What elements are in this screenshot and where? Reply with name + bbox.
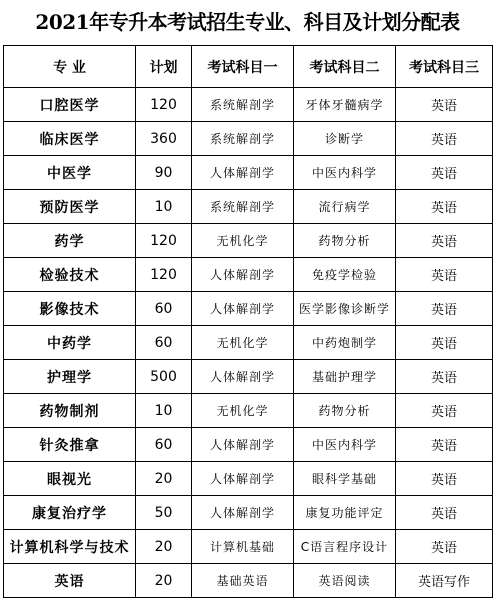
major-cell: 检验技术 bbox=[4, 258, 136, 292]
table-row bbox=[4, 326, 493, 360]
table-row bbox=[4, 428, 493, 462]
subject-2-cell: 药物分析 bbox=[294, 394, 396, 428]
major-cell: 口腔医学 bbox=[4, 88, 136, 122]
subject-3-cell: 英语 bbox=[396, 292, 493, 326]
table-row bbox=[4, 224, 493, 258]
subject-1-cell: 系统解剖学 bbox=[192, 122, 294, 156]
table-row bbox=[4, 564, 493, 598]
subject-3-cell: 英语 bbox=[396, 530, 493, 564]
subject-3-cell: 英语 bbox=[396, 360, 493, 394]
subject-2-cell: 流行病学 bbox=[294, 190, 396, 224]
major-cell: 康复治疗学 bbox=[4, 496, 136, 530]
table-row bbox=[4, 156, 493, 190]
plan-cell: 90 bbox=[136, 156, 192, 190]
subject-2-cell: 免疫学检验 bbox=[294, 258, 396, 292]
subject-3-cell: 英语写作 bbox=[396, 564, 493, 598]
page-title: 2021年专升本考试招生专业、科目及计划分配表 bbox=[35, 10, 460, 34]
plan-cell: 20 bbox=[136, 462, 192, 496]
plan-cell: 20 bbox=[136, 530, 192, 564]
subject-2-cell: 康复功能评定 bbox=[294, 496, 396, 530]
table-row bbox=[4, 394, 493, 428]
subject-2-cell: 诊断学 bbox=[294, 122, 396, 156]
subject-1-cell: 系统解剖学 bbox=[192, 190, 294, 224]
plan-cell: 60 bbox=[136, 428, 192, 462]
subject-3-cell: 英语 bbox=[396, 428, 493, 462]
plan-cell: 60 bbox=[136, 292, 192, 326]
plan-cell: 120 bbox=[136, 258, 192, 292]
subject-1-cell: 无机化学 bbox=[192, 326, 294, 360]
subject-1-cell: 人体解剖学 bbox=[192, 156, 294, 190]
table-row bbox=[4, 496, 493, 530]
major-cell: 影像技术 bbox=[4, 292, 136, 326]
header-subject-2: 考试科目二 bbox=[294, 46, 396, 88]
subject-1-cell: 人体解剖学 bbox=[192, 258, 294, 292]
major-cell: 药物制剂 bbox=[4, 394, 136, 428]
subject-3-cell: 英语 bbox=[396, 224, 493, 258]
subject-1-cell: 系统解剖学 bbox=[192, 88, 294, 122]
plan-cell: 10 bbox=[136, 190, 192, 224]
subject-3-cell: 英语 bbox=[396, 326, 493, 360]
table-row bbox=[4, 258, 493, 292]
subject-2-cell: 中医内科学 bbox=[294, 156, 396, 190]
major-cell: 临床医学 bbox=[4, 122, 136, 156]
subject-1-cell: 计算机基础 bbox=[192, 530, 294, 564]
plan-cell: 500 bbox=[136, 360, 192, 394]
major-cell: 中药学 bbox=[4, 326, 136, 360]
subject-2-cell: 医学影像诊断学 bbox=[294, 292, 396, 326]
subject-2-cell: 中药炮制学 bbox=[294, 326, 396, 360]
table-row bbox=[4, 292, 493, 326]
subject-3-cell: 英语 bbox=[396, 88, 493, 122]
subject-1-cell: 无机化学 bbox=[192, 224, 294, 258]
table-header-row bbox=[4, 46, 493, 88]
table-row bbox=[4, 360, 493, 394]
subject-2-cell: 药物分析 bbox=[294, 224, 396, 258]
plan-cell: 20 bbox=[136, 564, 192, 598]
subject-3-cell: 英语 bbox=[396, 258, 493, 292]
major-cell: 英语 bbox=[4, 564, 136, 598]
subject-1-cell: 人体解剖学 bbox=[192, 292, 294, 326]
subject-1-cell: 人体解剖学 bbox=[192, 496, 294, 530]
table-row bbox=[4, 530, 493, 564]
header-subject-1: 考试科目一 bbox=[192, 46, 294, 88]
table-body bbox=[4, 88, 493, 598]
subject-3-cell: 英语 bbox=[396, 156, 493, 190]
major-cell: 眼视光 bbox=[4, 462, 136, 496]
major-cell: 中医学 bbox=[4, 156, 136, 190]
subject-3-cell: 英语 bbox=[396, 462, 493, 496]
subject-1-cell: 人体解剖学 bbox=[192, 428, 294, 462]
subject-1-cell: 无机化学 bbox=[192, 394, 294, 428]
enrollment-plan-table bbox=[3, 45, 493, 598]
header-plan: 计划 bbox=[136, 46, 192, 88]
major-cell: 护理学 bbox=[4, 360, 136, 394]
subject-2-cell: 眼科学基础 bbox=[294, 462, 396, 496]
subject-2-cell: 牙体牙髓病学 bbox=[294, 88, 396, 122]
subject-3-cell: 英语 bbox=[396, 394, 493, 428]
plan-cell: 120 bbox=[136, 224, 192, 258]
subject-1-cell: 人体解剖学 bbox=[192, 462, 294, 496]
subject-1-cell: 人体解剖学 bbox=[192, 360, 294, 394]
subject-2-cell: 基础护理学 bbox=[294, 360, 396, 394]
plan-cell: 360 bbox=[136, 122, 192, 156]
major-cell: 药学 bbox=[4, 224, 136, 258]
table-row bbox=[4, 88, 493, 122]
subject-1-cell: 基础英语 bbox=[192, 564, 294, 598]
header-subject-3: 考试科目三 bbox=[396, 46, 493, 88]
plan-cell: 50 bbox=[136, 496, 192, 530]
plan-cell: 60 bbox=[136, 326, 192, 360]
major-cell: 针灸推拿 bbox=[4, 428, 136, 462]
major-cell: 预防医学 bbox=[4, 190, 136, 224]
subject-3-cell: 英语 bbox=[396, 190, 493, 224]
subject-3-cell: 英语 bbox=[396, 496, 493, 530]
major-cell: 计算机科学与技术 bbox=[4, 530, 136, 564]
plan-cell: 10 bbox=[136, 394, 192, 428]
header-major: 专 业 bbox=[4, 46, 136, 88]
table-row bbox=[4, 190, 493, 224]
subject-2-cell: 中医内科学 bbox=[294, 428, 396, 462]
table-row bbox=[4, 462, 493, 496]
subject-3-cell: 英语 bbox=[396, 122, 493, 156]
subject-2-cell: 英语阅读 bbox=[294, 564, 396, 598]
subject-2-cell: C语言程序设计 bbox=[294, 530, 396, 564]
table-row bbox=[4, 122, 493, 156]
plan-cell: 120 bbox=[136, 88, 192, 122]
